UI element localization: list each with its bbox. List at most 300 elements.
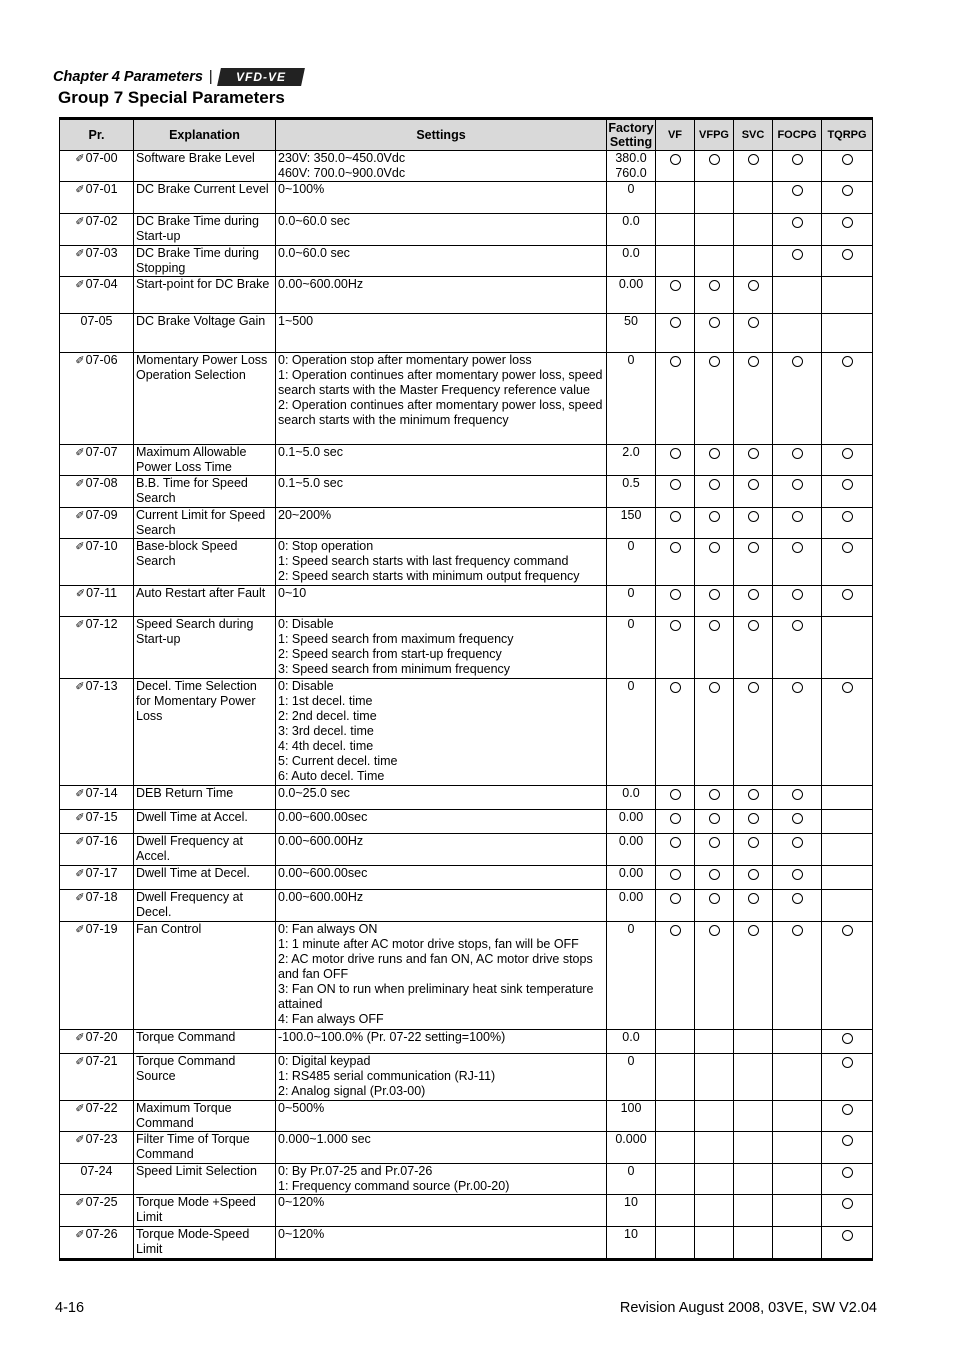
editable-during-run-icon: ✐ [75, 812, 85, 824]
mode-vf-cell [656, 617, 695, 679]
setting-line: 3: Speed search from minimum frequency [278, 662, 511, 676]
param-settings [276, 1054, 607, 1101]
supported-circle-icon [842, 1198, 853, 1209]
factory-value: 0.0 [622, 1030, 640, 1044]
param-explanation: Torque Command [134, 1030, 276, 1054]
param-explanation: Auto Restart after Fault [134, 586, 276, 617]
param-settings [276, 214, 607, 246]
param-settings [276, 1164, 607, 1195]
supported-circle-icon [842, 589, 853, 600]
mode-vfpg-cell [695, 508, 734, 539]
factory-setting [607, 1101, 656, 1132]
mode-svc-cell [734, 277, 773, 314]
param-number-text: 07-19 [85, 922, 118, 936]
page-number: 4-16 [55, 1300, 85, 1316]
setting-line: 2: AC motor drive runs and fan ON, AC motor drive stops and fan OFF [278, 952, 593, 981]
supported-circle-icon [670, 479, 681, 490]
factory-value: 0 [627, 679, 635, 693]
mode-tqrpg-cell [822, 866, 873, 890]
param-explanation: Dwell Time at Decel. [134, 866, 276, 890]
mode-focpg-cell [773, 151, 822, 182]
param-number-text: 07-03 [85, 246, 118, 260]
setting-line: 0~10 [278, 586, 307, 600]
supported-circle-icon [670, 837, 681, 848]
setting-line: -100.0~100.0% (Pr. 07-22 setting=100%) [278, 1030, 506, 1044]
setting-line: 230V: 350.0~450.0Vdc [278, 151, 406, 165]
mode-focpg-cell [773, 786, 822, 810]
param-number-text: 07-24 [80, 1164, 113, 1178]
factory-value: 0.0 [622, 214, 640, 228]
mode-focpg-cell [773, 890, 822, 922]
mode-vfpg-cell [695, 277, 734, 314]
mode-vfpg-cell [695, 353, 734, 445]
mode-svc-cell [734, 508, 773, 539]
table-row [60, 476, 873, 508]
supported-circle-icon [842, 1104, 853, 1115]
param-number [60, 277, 134, 314]
factory-header-line: Factory [608, 121, 654, 135]
supported-circle-icon [709, 893, 720, 904]
supported-circle-icon [842, 448, 853, 459]
factory-value: 0 [627, 539, 635, 553]
setting-line: 0.00~600.00Hz [278, 277, 364, 291]
mode-focpg-cell [773, 1195, 822, 1227]
mode-vf-cell [656, 1227, 695, 1260]
param-explanation: DC Brake Time during Start-up [134, 214, 276, 246]
param-settings [276, 151, 607, 182]
editable-during-run-icon: ✐ [75, 355, 85, 367]
factory-value: 0.00 [618, 890, 644, 904]
table-row [60, 182, 873, 214]
supported-circle-icon [670, 154, 681, 165]
editable-during-run-icon: ✐ [75, 1229, 85, 1241]
mode-focpg-cell [773, 1132, 822, 1164]
factory-value: 0 [627, 182, 635, 196]
col-header-settings: Settings [276, 119, 607, 151]
setting-line: 0~120% [278, 1227, 325, 1241]
mode-svc-cell [734, 834, 773, 866]
supported-circle-icon [842, 1033, 853, 1044]
supported-circle-icon [792, 479, 803, 490]
param-number-text: 07-18 [85, 890, 118, 904]
editable-during-run-icon: ✐ [75, 868, 85, 880]
supported-circle-icon [748, 813, 759, 824]
param-explanation: Speed Search during Start-up [134, 617, 276, 679]
param-number-text: 07-02 [85, 214, 118, 228]
param-settings [276, 314, 607, 353]
supported-circle-icon [792, 448, 803, 459]
mode-focpg-cell [773, 214, 822, 246]
supported-circle-icon [748, 511, 759, 522]
supported-circle-icon [792, 356, 803, 367]
param-explanation: Speed Limit Selection [134, 1164, 276, 1195]
factory-value: 10 [624, 1227, 638, 1241]
factory-value: 0.00 [618, 866, 644, 880]
setting-line: 2: Operation continues after momentary power loss, speed search starts with the minimum frequency [278, 398, 603, 427]
mode-vf-cell [656, 679, 695, 786]
supported-circle-icon [670, 789, 681, 800]
table-row [60, 277, 873, 314]
param-number-text: 07-10 [85, 539, 118, 553]
editable-during-run-icon: ✐ [75, 836, 85, 848]
param-number [60, 810, 134, 834]
param-number-text: 07-00 [85, 151, 118, 165]
mode-svc-cell [734, 353, 773, 445]
factory-value: 0.00 [618, 834, 644, 848]
param-settings [276, 539, 607, 586]
mode-tqrpg-cell [822, 539, 873, 586]
factory-setting [607, 353, 656, 445]
mode-tqrpg-cell [822, 1227, 873, 1260]
mode-vf-cell [656, 890, 695, 922]
param-number-text: 07-04 [85, 277, 118, 291]
mode-tqrpg-cell [822, 922, 873, 1030]
mode-tqrpg-cell [822, 353, 873, 445]
editable-during-run-icon: ✐ [75, 892, 85, 904]
param-explanation: Dwell Frequency at Decel. [134, 890, 276, 922]
param-number [60, 445, 134, 476]
factory-setting [607, 1030, 656, 1054]
mode-tqrpg-cell [822, 1030, 873, 1054]
table-row [60, 1054, 873, 1101]
mode-focpg-cell [773, 1164, 822, 1195]
mode-vf-cell [656, 1054, 695, 1101]
param-explanation: Decel. Time Selection for Momentary Power Loss [134, 679, 276, 786]
factory-value: 0 [627, 922, 635, 936]
mode-vf-cell [656, 314, 695, 353]
supported-circle-icon [792, 682, 803, 693]
mode-svc-cell [734, 314, 773, 353]
param-explanation: Torque Mode-Speed Limit [134, 1227, 276, 1260]
supported-circle-icon [709, 479, 720, 490]
mode-svc-cell [734, 786, 773, 810]
supported-circle-icon [748, 789, 759, 800]
supported-circle-icon [709, 542, 720, 553]
factory-value: 0 [627, 353, 635, 367]
mode-tqrpg-cell [822, 586, 873, 617]
setting-line: 5: Current decel. time [278, 754, 398, 768]
mode-vf-cell [656, 476, 695, 508]
col-header-focpg: FOCPG [773, 119, 822, 151]
mode-svc-cell [734, 539, 773, 586]
factory-setting [607, 786, 656, 810]
mode-svc-cell [734, 1195, 773, 1227]
chapter-header [53, 68, 303, 86]
supported-circle-icon [670, 589, 681, 600]
param-number [60, 866, 134, 890]
mode-vfpg-cell [695, 586, 734, 617]
supported-circle-icon [709, 789, 720, 800]
supported-circle-icon [748, 317, 759, 328]
param-explanation: Start-point for DC Brake [134, 277, 276, 314]
supported-circle-icon [842, 1057, 853, 1068]
param-settings [276, 922, 607, 1030]
param-number-text: 07-08 [85, 476, 118, 490]
param-number-text: 07-13 [85, 679, 118, 693]
table-row [60, 617, 873, 679]
setting-line: 0.00~600.00sec [278, 810, 368, 824]
mode-svc-cell [734, 1030, 773, 1054]
factory-value: 150 [620, 508, 642, 522]
param-number-text: 07-09 [85, 508, 118, 522]
table-row [60, 151, 873, 182]
supported-circle-icon [792, 837, 803, 848]
param-explanation: Maximum Allowable Power Loss Time [134, 445, 276, 476]
mode-svc-cell [734, 1101, 773, 1132]
supported-circle-icon [748, 589, 759, 600]
mode-vfpg-cell [695, 1227, 734, 1260]
factory-setting [607, 246, 656, 277]
table-row [60, 866, 873, 890]
mode-svc-cell [734, 214, 773, 246]
setting-line: 1: 1st decel. time [278, 694, 373, 708]
supported-circle-icon [792, 925, 803, 936]
setting-line: 4: Fan always OFF [278, 1012, 384, 1026]
mode-svc-cell [734, 679, 773, 786]
editable-during-run-icon: ✐ [75, 1032, 85, 1044]
factory-setting [607, 445, 656, 476]
setting-line: 0~100% [278, 182, 325, 196]
setting-line: 0.00~600.00sec [278, 866, 368, 880]
param-explanation: DC Brake Time during Stopping [134, 246, 276, 277]
editable-during-run-icon: ✐ [75, 1056, 85, 1068]
param-settings [276, 786, 607, 810]
mode-vfpg-cell [695, 214, 734, 246]
supported-circle-icon [748, 925, 759, 936]
mode-focpg-cell [773, 314, 822, 353]
table-row [60, 1227, 873, 1260]
mode-tqrpg-cell [822, 679, 873, 786]
factory-value: 760.0 [615, 166, 647, 180]
mode-svc-cell [734, 922, 773, 1030]
setting-line: 0.00~600.00Hz [278, 890, 364, 904]
mode-svc-cell [734, 246, 773, 277]
param-number-text: 07-07 [85, 445, 118, 459]
param-settings [276, 1101, 607, 1132]
col-header-tqrpg: TQRPG [822, 119, 873, 151]
col-header-pr: Pr. [60, 119, 134, 151]
factory-setting [607, 617, 656, 679]
mode-focpg-cell [773, 1054, 822, 1101]
editable-during-run-icon: ✐ [75, 447, 85, 459]
mode-vf-cell [656, 1101, 695, 1132]
supported-circle-icon [748, 893, 759, 904]
table-row [60, 1132, 873, 1164]
param-settings [276, 617, 607, 679]
param-number [60, 151, 134, 182]
supported-circle-icon [670, 317, 681, 328]
param-number [60, 246, 134, 277]
editable-during-run-icon: ✐ [75, 681, 85, 693]
param-explanation: Dwell Frequency at Accel. [134, 834, 276, 866]
mode-svc-cell [734, 151, 773, 182]
param-explanation: B.B. Time for Speed Search [134, 476, 276, 508]
supported-circle-icon [709, 280, 720, 291]
mode-tqrpg-cell [822, 277, 873, 314]
supported-circle-icon [792, 789, 803, 800]
param-settings [276, 182, 607, 214]
supported-circle-icon [670, 925, 681, 936]
supported-circle-icon [709, 682, 720, 693]
param-number [60, 922, 134, 1030]
param-settings [276, 890, 607, 922]
param-number [60, 586, 134, 617]
setting-line: 20~200% [278, 508, 332, 522]
editable-during-run-icon: ✐ [75, 541, 85, 553]
mode-svc-cell [734, 1164, 773, 1195]
editable-during-run-icon: ✐ [75, 619, 85, 631]
factory-setting [607, 1164, 656, 1195]
param-settings [276, 353, 607, 445]
factory-setting [607, 890, 656, 922]
mode-svc-cell [734, 890, 773, 922]
factory-setting [607, 586, 656, 617]
mode-focpg-cell [773, 539, 822, 586]
mode-vf-cell [656, 1164, 695, 1195]
table-row [60, 922, 873, 1030]
param-number [60, 1195, 134, 1227]
table-row [60, 586, 873, 617]
mode-vfpg-cell [695, 182, 734, 214]
mode-svc-cell [734, 617, 773, 679]
mode-focpg-cell [773, 1030, 822, 1054]
mode-vfpg-cell [695, 539, 734, 586]
factory-value: 0.000 [615, 1132, 647, 1146]
param-explanation: Torque Mode +Speed Limit [134, 1195, 276, 1227]
param-number-text: 07-05 [80, 314, 113, 328]
mode-vf-cell [656, 445, 695, 476]
table-row [60, 353, 873, 445]
param-settings [276, 1195, 607, 1227]
setting-line: 0: Digital keypad [278, 1054, 371, 1068]
factory-setting [607, 214, 656, 246]
mode-focpg-cell [773, 508, 822, 539]
param-explanation: DC Brake Current Level [134, 182, 276, 214]
mode-tqrpg-cell [822, 1054, 873, 1101]
param-number [60, 476, 134, 508]
mode-tqrpg-cell [822, 151, 873, 182]
param-settings [276, 586, 607, 617]
factory-setting [607, 1132, 656, 1164]
supported-circle-icon [709, 317, 720, 328]
factory-setting [607, 1054, 656, 1101]
supported-circle-icon [842, 682, 853, 693]
editable-during-run-icon: ✐ [75, 510, 85, 522]
table-row [60, 834, 873, 866]
factory-value: 0 [627, 1164, 635, 1178]
param-number [60, 1030, 134, 1054]
param-number [60, 1101, 134, 1132]
table-row [60, 786, 873, 810]
table-row [60, 508, 873, 539]
mode-vfpg-cell [695, 314, 734, 353]
param-number-text: 07-23 [85, 1132, 118, 1146]
group-title: Group 7 Special Parameters [58, 88, 285, 107]
mode-focpg-cell [773, 810, 822, 834]
mode-tqrpg-cell [822, 834, 873, 866]
supported-circle-icon [670, 620, 681, 631]
supported-circle-icon [842, 511, 853, 522]
factory-value: 2.0 [622, 445, 640, 459]
mode-tqrpg-cell [822, 1164, 873, 1195]
param-settings [276, 246, 607, 277]
editable-during-run-icon: ✐ [75, 1197, 85, 1209]
factory-value: 0.00 [618, 277, 644, 291]
table-row [60, 1101, 873, 1132]
table-row [60, 679, 873, 786]
mode-tqrpg-cell [822, 314, 873, 353]
setting-line: 0: Fan always ON [278, 922, 378, 936]
mode-vf-cell [656, 508, 695, 539]
setting-line: 3: 3rd decel. time [278, 724, 374, 738]
setting-line: 0.0~25.0 sec [278, 786, 350, 800]
mode-focpg-cell [773, 476, 822, 508]
param-number-text: 07-14 [85, 786, 118, 800]
mode-focpg-cell [773, 679, 822, 786]
mode-focpg-cell [773, 866, 822, 890]
param-number [60, 1132, 134, 1164]
factory-value: 100 [620, 1101, 642, 1115]
mode-vf-cell [656, 1030, 695, 1054]
factory-setting [607, 679, 656, 786]
setting-line: 1: Speed search starts with last frequency command [278, 554, 569, 568]
param-settings [276, 866, 607, 890]
editable-during-run-icon: ✐ [75, 478, 85, 490]
supported-circle-icon [670, 448, 681, 459]
supported-circle-icon [792, 185, 803, 196]
factory-value: 0.00 [618, 810, 644, 824]
param-number [60, 890, 134, 922]
factory-setting [607, 866, 656, 890]
param-number [60, 679, 134, 786]
param-number [60, 1227, 134, 1260]
mode-vfpg-cell [695, 810, 734, 834]
mode-svc-cell [734, 1132, 773, 1164]
param-settings [276, 476, 607, 508]
setting-line: 2: Analog signal (Pr.03-00) [278, 1084, 426, 1098]
mode-vfpg-cell [695, 476, 734, 508]
mode-svc-cell [734, 445, 773, 476]
supported-circle-icon [792, 893, 803, 904]
param-settings [276, 1030, 607, 1054]
supported-circle-icon [748, 620, 759, 631]
setting-line: 1~500 [278, 314, 314, 328]
mode-vf-cell [656, 353, 695, 445]
mode-focpg-cell [773, 353, 822, 445]
mode-vfpg-cell [695, 617, 734, 679]
param-settings [276, 1227, 607, 1260]
mode-tqrpg-cell [822, 617, 873, 679]
mode-vfpg-cell [695, 1030, 734, 1054]
supported-circle-icon [709, 837, 720, 848]
supported-circle-icon [670, 280, 681, 291]
param-settings [276, 277, 607, 314]
param-number [60, 214, 134, 246]
header-separator: | [208, 69, 213, 85]
supported-circle-icon [709, 925, 720, 936]
table-row [60, 314, 873, 353]
factory-setting [607, 1195, 656, 1227]
editable-during-run-icon: ✐ [75, 153, 85, 165]
param-number [60, 617, 134, 679]
mode-vf-cell [656, 810, 695, 834]
mode-tqrpg-cell [822, 246, 873, 277]
setting-line: 0.1~5.0 sec [278, 476, 343, 490]
factory-setting [607, 834, 656, 866]
param-number [60, 182, 134, 214]
mode-focpg-cell [773, 277, 822, 314]
param-explanation: Momentary Power Loss Operation Selection [134, 353, 276, 445]
